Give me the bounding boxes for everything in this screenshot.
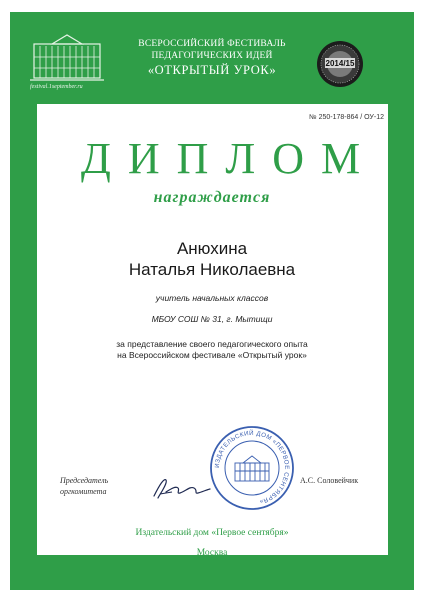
award-reason-line-2: на Всероссийском фестивале «Открытый урок» — [117, 350, 307, 360]
handwritten-signature — [150, 474, 212, 502]
publisher-stamp — [209, 425, 295, 511]
publisher-name: Издательский дом «Первое сентября» — [135, 528, 289, 538]
award-reason — [0, 339, 424, 361]
publisher-city: Москва — [196, 548, 228, 558]
recipient-school: МБОУ СОШ № 31, г. Мытищи — [151, 314, 273, 324]
festival-title-line-1: ВСЕРОССИЙСКИЙ ФЕСТИВАЛЬ — [138, 39, 286, 49]
stamp-text: ИЗДАТЕЛЬСКИЙ ДОМ «ПЕРВОЕ СЕНТЯБРЯ» — [213, 429, 291, 506]
document-number: № 250-178-864 / ОУ-12 — [309, 114, 384, 121]
chair-label-line-2: оргкомитета — [60, 487, 107, 496]
recipient-surname: Анюхина — [176, 239, 248, 258]
seal-year: 2014/15 — [325, 59, 355, 68]
award-reason-line-1: за представление своего педагогического опыта — [116, 339, 308, 349]
chair-label — [60, 475, 108, 497]
festival-title — [112, 38, 312, 79]
festival-site-url: festival.1september.ru — [30, 84, 83, 90]
diploma-title: ДИПЛОМ — [80, 134, 378, 183]
signer-name: А.С. Соловейчик — [300, 476, 359, 485]
festival-seal-icon — [316, 40, 364, 88]
chair-label-line-1: Председатель — [60, 476, 109, 485]
festival-title-line-2: ПЕДАГОГИЧЕСКИХ ИДЕЙ — [151, 51, 273, 61]
recipient-position: учитель начальных классов — [155, 293, 269, 303]
recipient-name — [0, 238, 424, 280]
publisher-footer — [0, 523, 424, 563]
awarded-label: награждается — [153, 189, 271, 206]
festival-title-line-3: «ОТКРЫТЫЙ УРОК» — [147, 63, 277, 77]
recipient-given-names: Наталья Николаевна — [128, 260, 296, 279]
building-logo-icon — [30, 30, 104, 82]
